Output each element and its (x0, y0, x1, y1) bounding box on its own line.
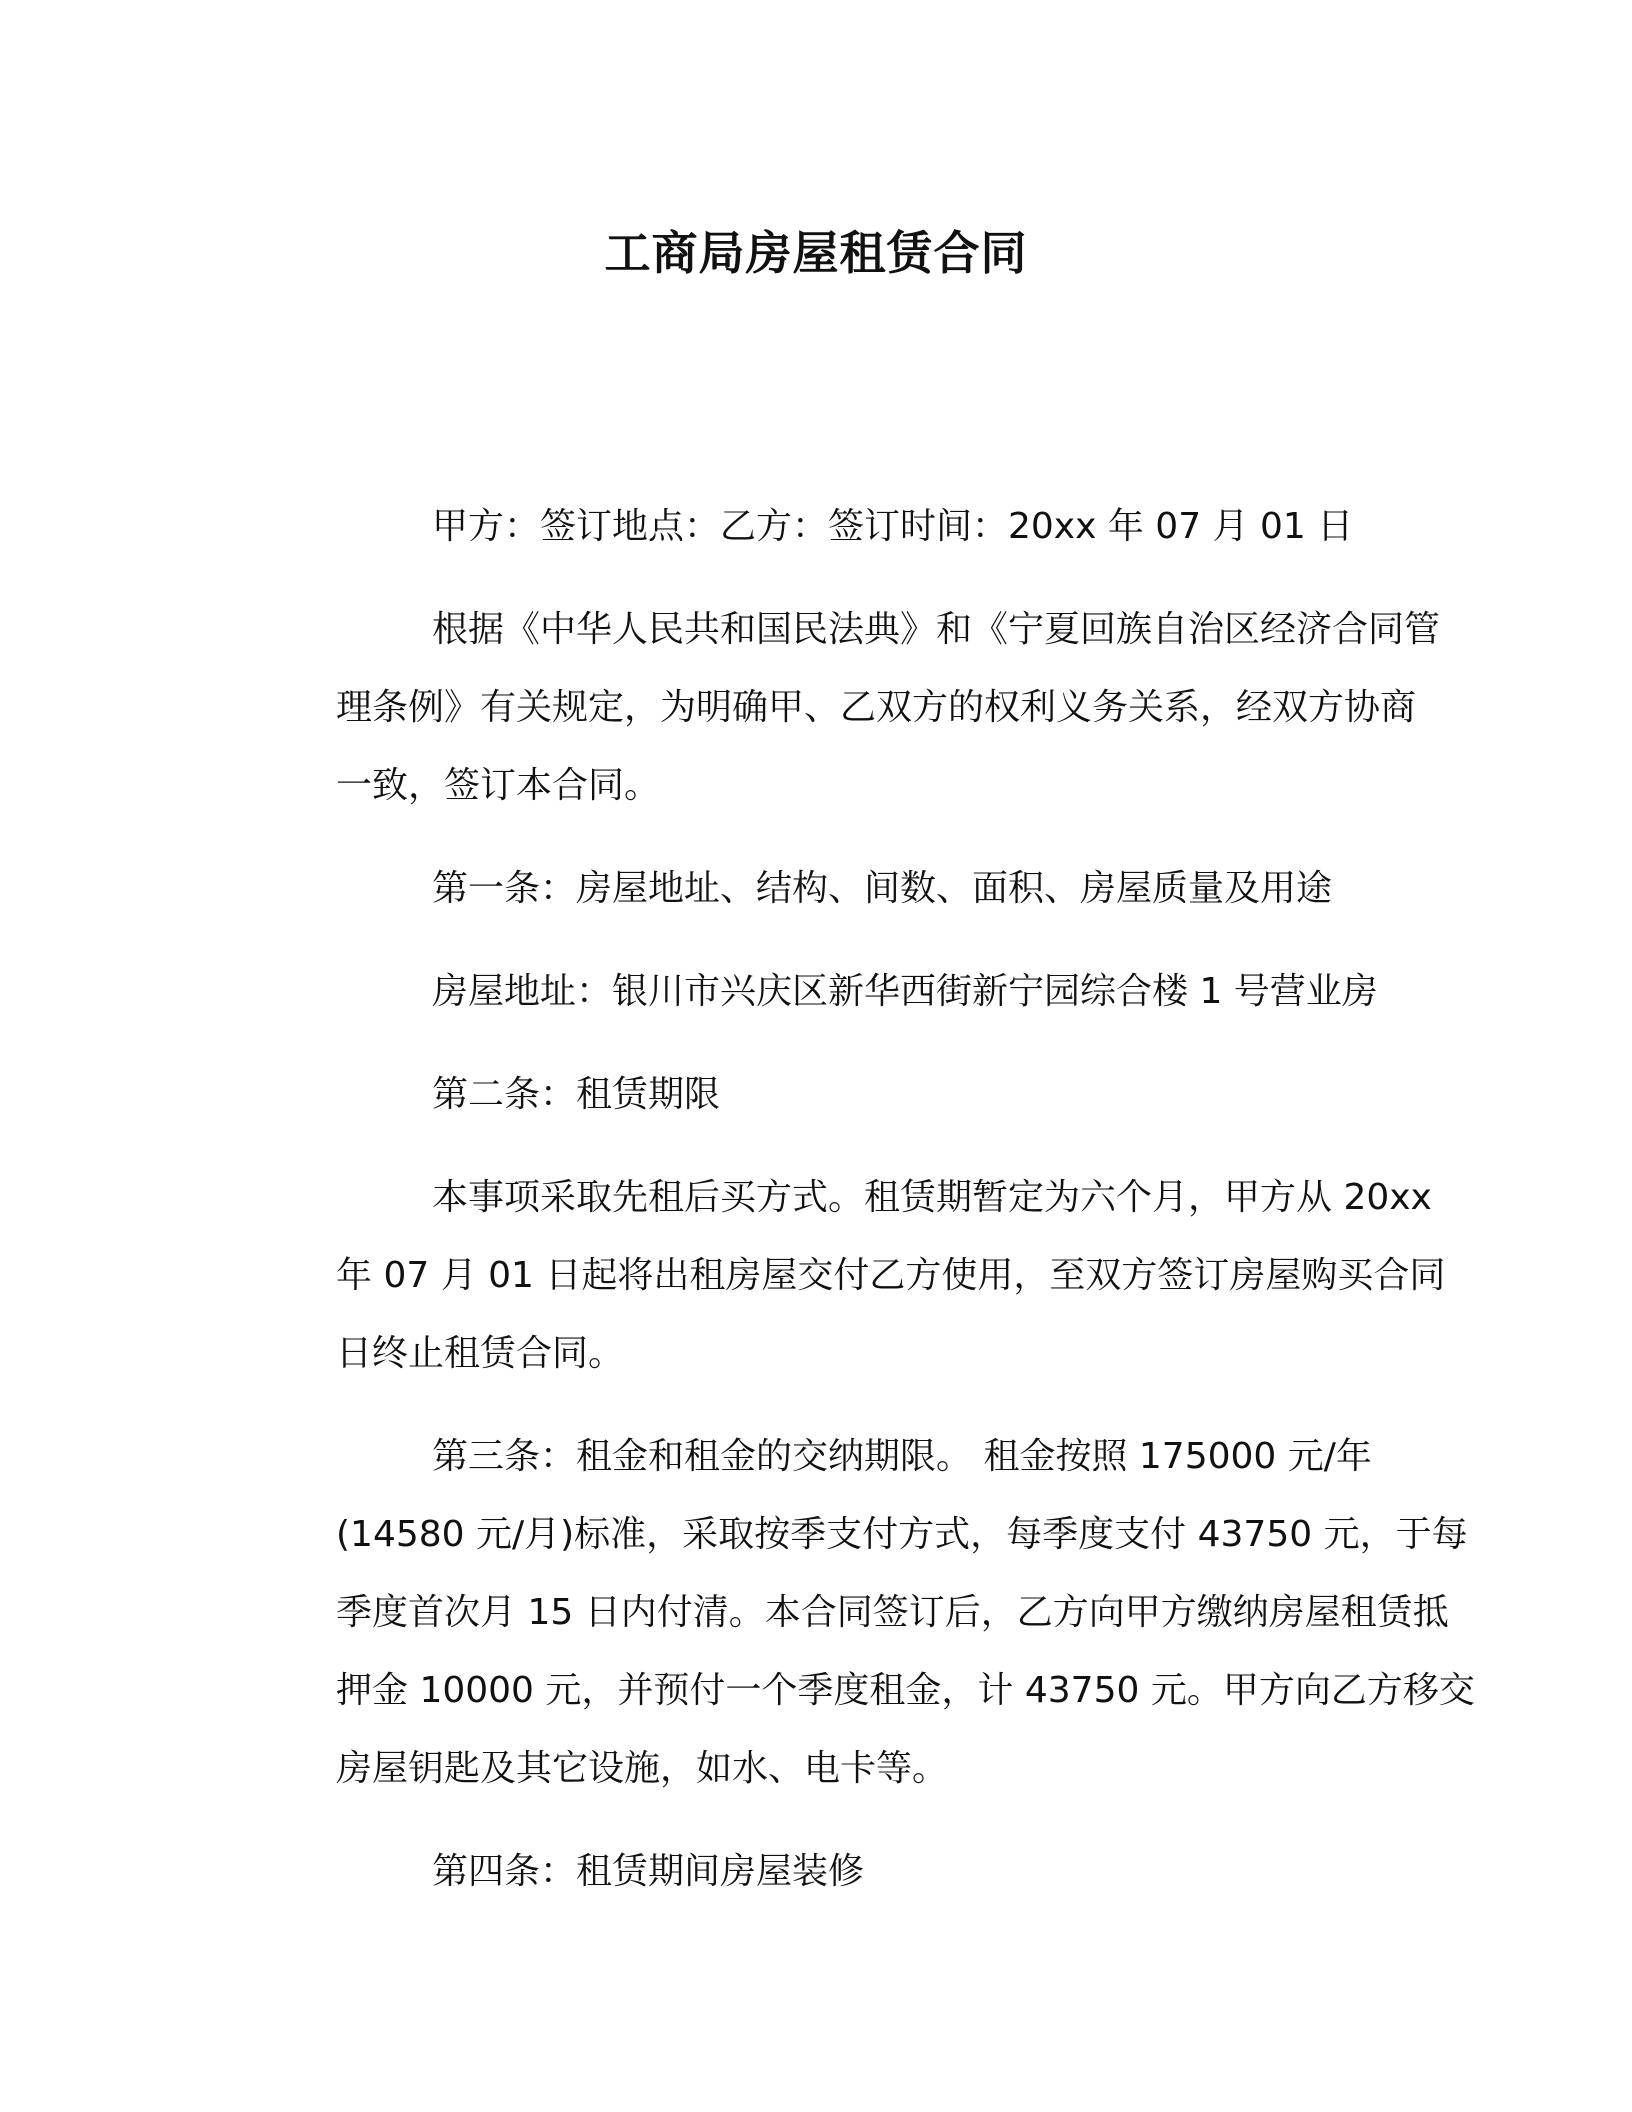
paragraph-line: 房屋地址：银川市兴庆区新华西街新宁园综合楼 1 号营业房 (432, 971, 1378, 1012)
paragraph-line: (14580 元/月)标准，采取按季支付方式，每季度支付 43750 元，于每 (336, 1514, 1468, 1555)
document-title: 工商局房屋租赁合同 (604, 226, 1028, 280)
paragraph-line: 房屋钥匙及其它设施，如水、电卡等。 (336, 1748, 949, 1789)
paragraph-line: 根据《中华人民共和国民法典》和《宁夏回族自治区经济合同管 (432, 609, 1441, 650)
property-address (240, 953, 1392, 1031)
paragraph-line: 甲方：签订地点：乙方：签订时间：20xx 年 07 月 01 日 (432, 506, 1354, 547)
paragraph-line: 第一条：房屋地址、结构、间数、面积、房屋质量及用途 (432, 868, 1333, 909)
paragraph-line: 第二条：租赁期限 (432, 1074, 721, 1115)
paragraph-line: 季度首次月 15 日内付清。本合同签订后，乙方向甲方缴纳房屋租赁抵 (336, 1592, 1449, 1633)
paragraph-line: 押金 10000 元，并预付一个季度租金，计 43750 元。甲方向乙方移交 (336, 1670, 1475, 1711)
paragraph-line: 第四条：租赁期间房屋装修 (432, 1851, 865, 1892)
paragraph-line: 日终止租赁合同。 (336, 1333, 625, 1374)
paragraph-legal-basis (240, 591, 1441, 825)
paragraph-line: 一致，签订本合同。 (336, 765, 661, 806)
paragraph-line: 理条例》有关规定，为明确甲、乙双方的权利义务关系，经双方协商 (336, 687, 1417, 728)
document-body (240, 488, 1475, 1936)
article-four-heading (240, 1833, 1392, 1911)
paragraph-parties (240, 488, 1392, 566)
rent-payment-paragraph (240, 1418, 1475, 1808)
article-one-heading (240, 850, 1392, 928)
paragraph-line: 年 07 月 01 日起将出租房屋交付乙方使用，至双方签订房屋购买合同 (336, 1255, 1446, 1296)
lease-term-paragraph (240, 1159, 1446, 1393)
paragraph-line: 本事项采取先租后买方式。租赁期暂定为六个月，甲方从 20xx (432, 1177, 1432, 1218)
paragraph-line: 第三条：租金和租金的交纳期限。 租金按照 175000 元/年 (432, 1436, 1372, 1477)
article-two-heading (240, 1056, 1392, 1134)
